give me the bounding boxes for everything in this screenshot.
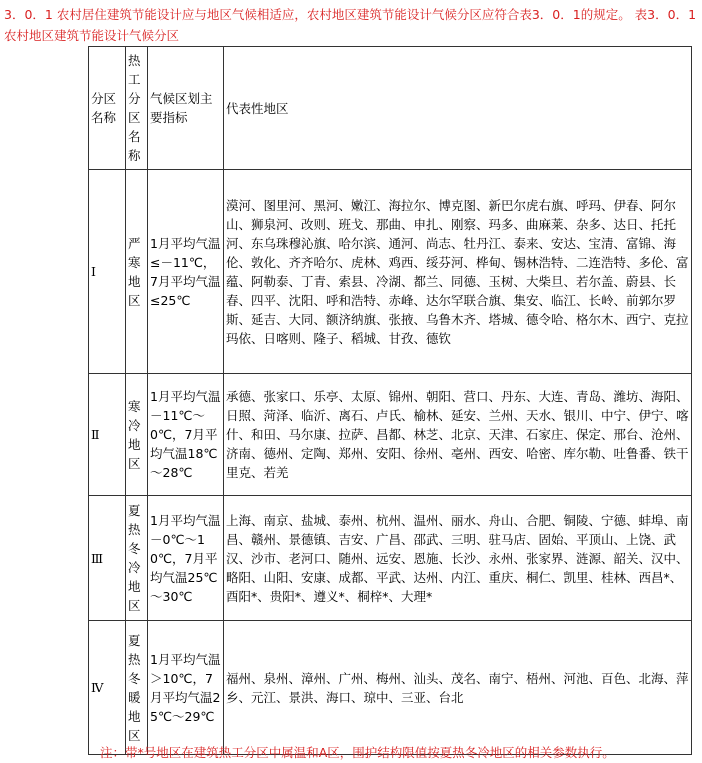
- header-indicator: 气候区划主要指标: [148, 47, 224, 170]
- climate-indicator: 1月平均气温－0℃～10℃，7月平均气温25℃～30℃: [148, 496, 224, 621]
- footnote: 注：带*号地区在建筑热工分区中属温和A区，围护结构限值按夏热冬冷地区的相关参数执行。: [100, 745, 615, 760]
- representative-regions: 漠河、图里河、黑河、嫩江、海拉尔、博克图、新巴尔虎右旗、呼玛、伊春、阿尔山、狮泉河、改则、班戈、那曲、申扎、刚察、玛多、曲麻莱、杂多、达日、托托河、东乌珠穆沁旗、哈尔滨、通河、尚志、牡丹江、泰来、安达、宝清、富锦、海伦、敦化、齐齐哈尔、虎林、鸡西、绥芬河、桦甸、锡林浩特、二连浩特、多伦、富蕴、阿勒泰、丁青、索县、冷湖、都兰、同德、玉树、大柴旦、若尔盖、蔚县、长春、四平、沈阳、呼和浩特、赤峰、达尔罕联合旗、集安、临江、长岭、前郭尔罗斯、延吉、大同、额济纳旗、张掖、乌鲁木齐、塔城、德令哈、格尔木、西宁、克拉玛依、日喀则、隆子、稻城、甘孜、德钦: [224, 170, 692, 374]
- header-regions: 代表性地区: [224, 47, 692, 170]
- header-thermal-zone: 热工分区名称: [126, 47, 148, 170]
- climate-indicator: 1月平均气温＞10℃，7月平均气温25℃～29℃: [148, 621, 224, 755]
- table-row: [89, 496, 692, 621]
- zone-code: Ⅲ: [89, 496, 126, 621]
- table-row: [89, 170, 692, 374]
- thermal-zone-name: 夏热冬冷地区: [126, 496, 148, 621]
- representative-regions: 上海、南京、盐城、泰州、杭州、温州、丽水、舟山、合肥、铜陵、宁德、蚌埠、南昌、赣州、景德镇、吉安、广昌、邵武、三明、驻马店、固始、平顶山、上饶、武汉、沙市、老河口、随州、远安、恩施、长沙、永州、张家界、涟源、韶关、汉中、略阳、山阳、安康、成都、平武、达州、内江、重庆、桐仁、凯里、桂林、西昌*、酉阳*、贵阳*、遵义*、桐梓*、大理*: [224, 496, 692, 621]
- thermal-zone-name: 寒冷地区: [126, 374, 148, 496]
- zone-code: Ⅰ: [89, 170, 126, 374]
- table-header-row: [89, 47, 692, 170]
- climate-indicator: 1月平均气温≤－11℃，7月平均气温≤25℃: [148, 170, 224, 374]
- climate-indicator: 1月平均气温－11℃～0℃，7月平均气温18℃～28℃: [148, 374, 224, 496]
- representative-regions: 承德、张家口、乐亭、太原、锦州、朝阳、营口、丹东、大连、青岛、潍坊、海阳、日照、菏泽、临沂、离石、卢氏、榆林、延安、兰州、天水、银川、中宁、伊宁、喀什、和田、马尔康、拉萨、昌都、林芝、北京、天津、石家庄、保定、邢台、沧州、济南、德州、定陶、郑州、安阳、徐州、亳州、西安、哈密、库尔勒、吐鲁番、铁干里克、若羌: [224, 374, 692, 496]
- zone-code: Ⅳ: [89, 621, 126, 755]
- thermal-zone-name: 夏热冬暖地区: [126, 621, 148, 755]
- intro-paragraph: 3．0．1 农村居住建筑节能设计应与地区气候相适应，农村地区建筑节能设计气候分区应符合表3．0．1的规定。 表3．0．1 农村地区建筑节能设计气候分区: [4, 7, 697, 43]
- climate-zone-table: [88, 46, 692, 755]
- table-row: [89, 621, 692, 755]
- zone-code: Ⅱ: [89, 374, 126, 496]
- header-zone: 分区名称: [89, 47, 126, 170]
- table-row: [89, 374, 692, 496]
- thermal-zone-name: 严寒地区: [126, 170, 148, 374]
- representative-regions: 福州、泉州、漳州、广州、梅州、汕头、茂名、南宁、梧州、河池、百色、北海、萍乡、元江、景洪、海口、琼中、三亚、台北: [224, 621, 692, 755]
